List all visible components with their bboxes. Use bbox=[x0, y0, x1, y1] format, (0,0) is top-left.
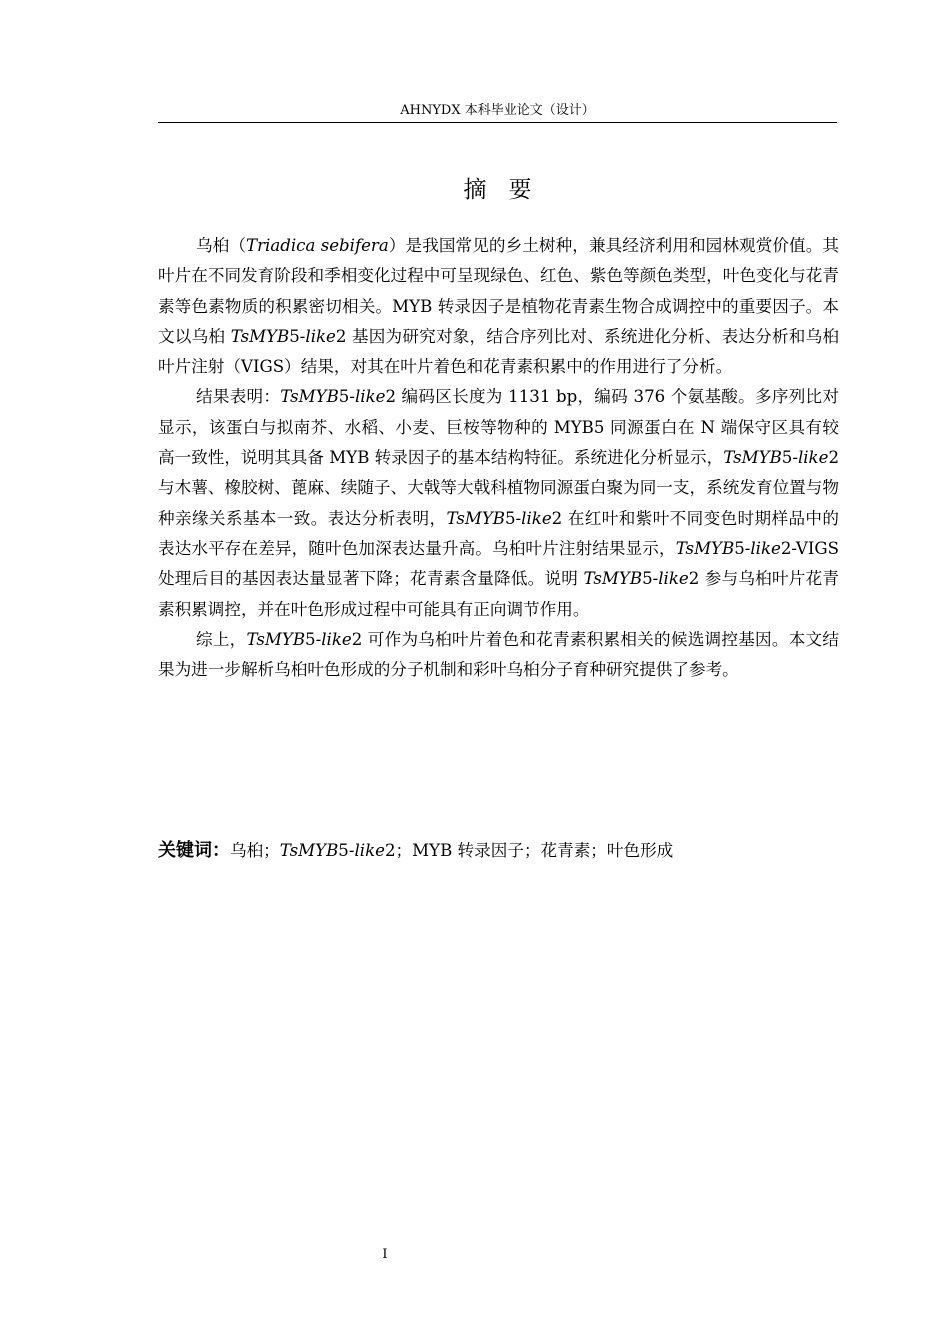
text-run: 2 基因为研究对象，结合序列比对、系统进化分析、表达分析和乌桕叶片注射（VIGS）结果，对其在叶片着色和花青素积累中的作用进行了分析。 bbox=[158, 326, 839, 377]
abstract-paragraph-3 bbox=[158, 625, 839, 686]
species-name: Triadica sebifera bbox=[246, 236, 389, 255]
gene-name: 5- bbox=[781, 448, 798, 468]
gene-name: TsMYB bbox=[246, 629, 306, 649]
text-run: 2-VIGS 处理后目的基因表达量显著下降；花青素含量降低。说明 bbox=[158, 538, 839, 589]
gene-name: 5- bbox=[289, 326, 306, 346]
abstract-paragraph-2 bbox=[158, 382, 839, 624]
keyword: TsMYB bbox=[279, 841, 339, 860]
abstract-paragraph-1 bbox=[158, 231, 839, 382]
page-number: I bbox=[382, 1247, 388, 1262]
text-run: 2 在红叶和紫叶不同变色时期样品中的表达水平存在差异，随叶色加深表达量升高。乌桕叶片注射结果显示， bbox=[158, 508, 839, 558]
text-run: ）是我国常见的乡土树种，兼具经济利用和园林观赏价值。其叶片在不同发育阶段和季相变化过程中可呈现绿色、红色、紫色等颜色类型，叶色变化与花青素等色素物质的积累密切相关。MYB 转录因子是植物花青素生物合成调控中的重要因子。本文以乌桕 bbox=[158, 236, 839, 346]
gene-name: like bbox=[305, 326, 336, 346]
gene-name: 5- bbox=[338, 387, 355, 407]
gene-name: like bbox=[750, 538, 781, 558]
text-run: 结果表明： bbox=[196, 387, 281, 407]
text-run: 2 参与乌桕叶片花青素积累调控，并在叶色形成过程中可能具有正向调节作用。 bbox=[158, 569, 839, 619]
gene-name: like bbox=[658, 569, 689, 589]
gene-name: like bbox=[521, 508, 552, 528]
keyword: 2；MYB 转录因子；花青素；叶色形成 bbox=[384, 841, 674, 860]
text-run: 2 编码区长度为 1131 bp，编码 376 个氨基酸。多序列比对显示，该蛋白与拟南芥、水稻、小麦、巨桉等物种的 MYB5 同源蛋白在 N 端保守区具有较高一致性，说明其具备 MYB 转录因子的基本结构特征。系统进化分析显示， bbox=[158, 387, 840, 468]
gene-name: like bbox=[354, 387, 386, 407]
gene-name: TsMYB bbox=[230, 326, 290, 346]
abstract-body bbox=[158, 231, 839, 685]
gene-name: TsMYB bbox=[446, 508, 505, 528]
gene-name: 5- bbox=[305, 629, 322, 649]
keyword: 乌桕； bbox=[230, 841, 280, 860]
abstract-title: 摘要 bbox=[463, 177, 554, 203]
gene-name: like bbox=[797, 448, 829, 468]
keyword: like bbox=[354, 841, 385, 860]
gene-name: TsMYB bbox=[723, 448, 782, 468]
keywords-label: 关键词： bbox=[158, 840, 230, 861]
text-run: 2 与木薯、橡胶树、蓖麻、续随子、大戟等大戟科植物同源蛋白聚为同一支，系统发育位置与物种亲缘关系基本一致。表达分析表明， bbox=[158, 448, 839, 528]
keyword: 5- bbox=[338, 841, 355, 860]
text-run: 2 可作为乌桕叶片着色和花青素积累相关的候选调控基因。本文结果为进一步解析乌桕叶色形成的分子机制和彩叶乌桕分子育种研究提供了参考。 bbox=[158, 629, 839, 680]
gene-name: like bbox=[321, 629, 352, 649]
header-rule bbox=[158, 122, 837, 123]
keywords-line bbox=[158, 836, 837, 866]
gene-name: 5- bbox=[734, 538, 751, 558]
gene-name: TsMYB bbox=[280, 387, 339, 407]
text-run: 乌桕（ bbox=[196, 236, 247, 255]
text-run: 综上， bbox=[196, 629, 247, 649]
gene-name: 5- bbox=[504, 508, 522, 528]
gene-name: TsMYB bbox=[675, 538, 735, 558]
gene-name: 5- bbox=[642, 569, 659, 589]
gene-name: TsMYB bbox=[583, 569, 643, 589]
running-header: AHNYDX 本科毕业论文（设计） bbox=[400, 103, 595, 118]
